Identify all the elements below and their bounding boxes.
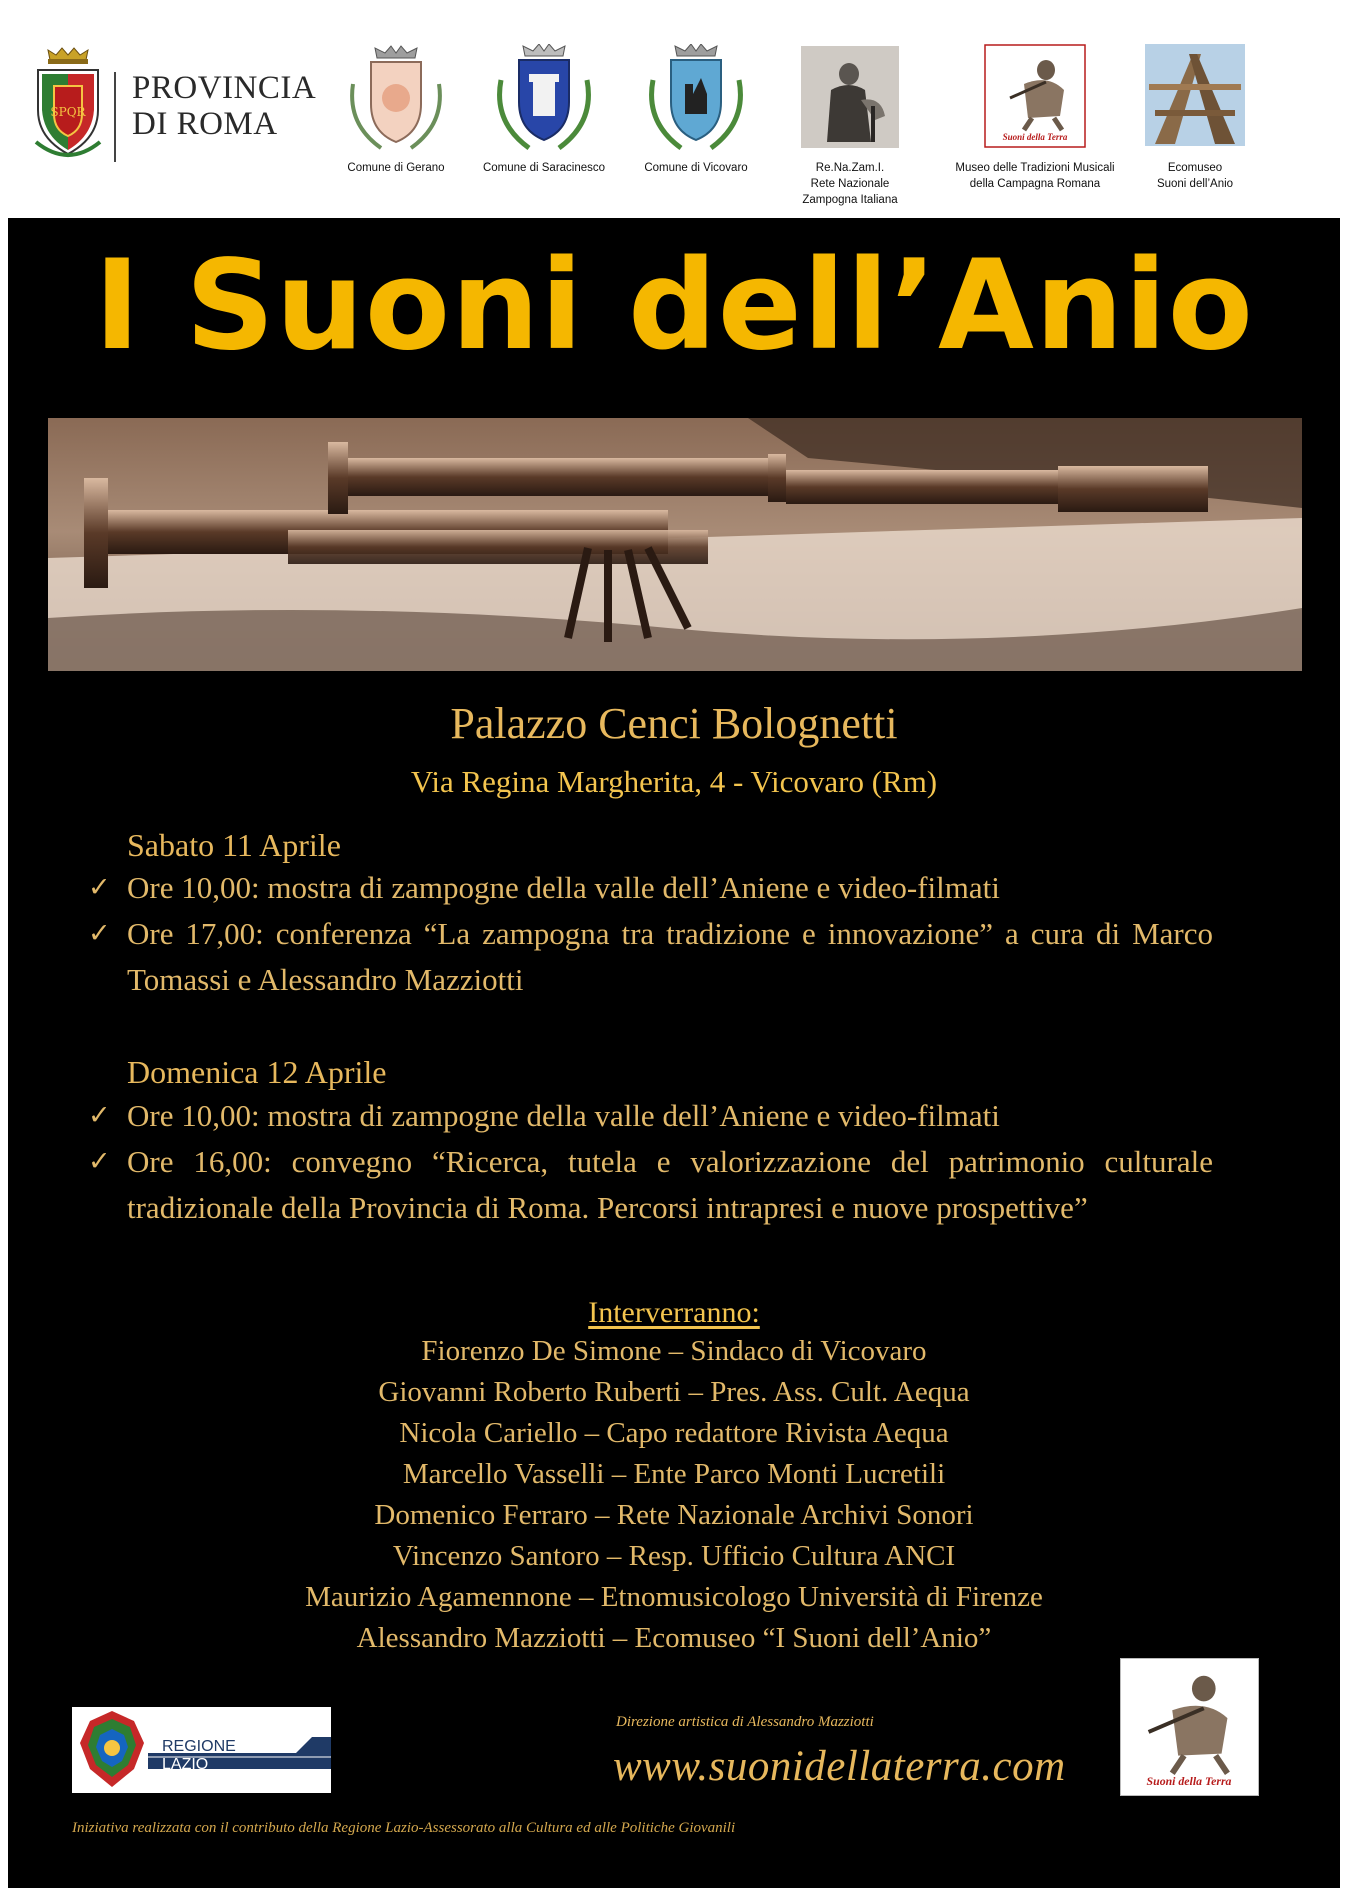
speaker-line: Maurizio Agamennone – Etnomusicologo Università di Firenze: [305, 1581, 1043, 1613]
caption-line: Ecomuseo: [1167, 162, 1223, 174]
poster-title: I Suoni dell’Anio: [94, 234, 1254, 378]
logo-ecomuseo: [1140, 44, 1250, 214]
footer-logo-text: Suoni della Terra: [1146, 1774, 1232, 1789]
program-item: [88, 1139, 1213, 1231]
header-logos-strip: [0, 0, 1348, 218]
caption-line: della Campagna Romana: [969, 178, 1101, 190]
speaker-line: Vincenzo Santoro – Resp. Ufficio Cultura ANCI: [392, 1540, 956, 1572]
vicovaro-caption: [636, 160, 756, 176]
program-item-text: Ore 16,00: convegno “Ricerca, tutela e valorizzazione del patrimonio culturale tradizionale della Provincia di Roma. Percorsi intrapresi e nuove prospettive”: [127, 1144, 1213, 1225]
program-item: [88, 1093, 1213, 1139]
provincia-line1: PROVINCIA: [132, 70, 317, 106]
museo-caption: [940, 160, 1130, 192]
caption-line: Suoni dell’Anio: [1156, 178, 1234, 190]
gerano-caption: [336, 160, 456, 176]
speakers-heading: Interverranno:: [588, 1296, 760, 1329]
speaker-line: Alessandro Mazziotti – Ecomuseo “I Suoni dell’Anio”: [356, 1622, 992, 1654]
day-heading-saturday: Sabato 11 Aprile: [127, 827, 341, 863]
regione-logo-line2: LAZIO: [162, 1756, 209, 1773]
speaker-line: Fiorenzo De Simone – Sindaco di Vicovaro: [421, 1335, 927, 1367]
checkmark-icon: ✓: [88, 1100, 111, 1131]
provincia-crest-icon: [28, 46, 108, 164]
ecomuseo-photo: [1145, 44, 1245, 146]
day-heading-sunday: Domenica 12 Aprile: [127, 1054, 387, 1090]
provincia-divider: [114, 72, 116, 162]
vicovaro-crest-icon: [641, 44, 751, 154]
venue-address: Via Regina Margherita, 4 - Vicovaro (Rm): [410, 764, 938, 799]
renazami-photo: [801, 46, 899, 148]
caption-line: Museo delle Tradizioni Musicali: [955, 162, 1115, 174]
speakers-list: [8, 1331, 1340, 1659]
program-item-text: Ore 10,00: mostra di zampogne della valle dell’Aniene e video-filmati: [127, 1098, 1000, 1133]
provincia-di-roma-logo: [28, 46, 338, 166]
regione-lazio-logo: [72, 1707, 331, 1793]
program-item-text: Ore 17,00: conferenza “La zampogna tra tradizione e innovazione” a cura di Marco Tomassi e Alessandro Mazziotti: [127, 916, 1213, 997]
website-link[interactable]: www.suonidellaterra.com: [613, 1743, 1066, 1790]
caption-line: Rete Nazionale: [810, 178, 890, 190]
program-item: [88, 911, 1213, 1003]
checkmark-icon: ✓: [88, 1146, 111, 1177]
funding-footnote: Iniziativa realizzata con il contributo della Regione Lazio-Assessorato alla Cultura ed alle Politiche Giovanili: [72, 1820, 736, 1836]
regione-logo-line1: REGIONE: [162, 1738, 236, 1755]
saracinesco-caption: [479, 160, 609, 176]
logo-renazami: [787, 44, 913, 214]
caption-line: Comune di Saracinesco: [482, 162, 606, 174]
checkmark-icon: ✓: [88, 918, 111, 949]
logo-comune-saracinesco: [479, 44, 609, 214]
zampogna-photo: [48, 418, 1302, 671]
speaker-line: Nicola Cariello – Capo redattore Rivista Aequa: [399, 1417, 949, 1449]
logo-comune-vicovaro: [636, 44, 756, 214]
speaker-line: Domenico Ferraro – Rete Nazionale Archivi Sonori: [374, 1499, 974, 1531]
caption-line: Comune di Vicovaro: [644, 162, 748, 174]
venue-name: Palazzo Cenci Bolognetti: [450, 699, 898, 748]
svg-text:SPQR: SPQR: [50, 105, 86, 119]
gerano-crest-icon: [341, 44, 451, 154]
logo-museo-tradizioni-musicali: [940, 44, 1130, 214]
provincia-name: [132, 70, 316, 142]
checkmark-icon: ✓: [88, 872, 111, 903]
saracinesco-crest-icon: [489, 44, 599, 154]
event-poster: [8, 218, 1340, 1888]
museo-logo-text: Suoni della Terra: [1002, 132, 1068, 142]
suoni-della-terra-logo: [1120, 1658, 1259, 1796]
ecomuseo-caption: [1140, 160, 1250, 192]
speaker-line: Marcello Vasselli – Ente Parco Monti Lucretili: [402, 1458, 946, 1490]
provincia-line2: DI ROMA: [132, 106, 278, 142]
speaker-line: Giovanni Roberto Ruberti – Pres. Ass. Cult. Aequa: [378, 1376, 970, 1408]
caption-line: Comune di Gerano: [347, 162, 445, 174]
program-item: [88, 865, 1213, 911]
program-item-text: Ore 10,00: mostra di zampogne della valle dell’Aniene e video-filmati: [127, 870, 1000, 905]
logo-comune-gerano: [336, 44, 456, 214]
caption-line: Re.Na.Zam.I.: [815, 162, 885, 174]
caption-line: Zampogna Italiana: [802, 194, 898, 206]
renazami-caption: [787, 160, 913, 208]
museo-logo: [984, 44, 1086, 148]
artistic-direction: Direzione artistica di Alessandro Mazziotti: [616, 1714, 874, 1730]
